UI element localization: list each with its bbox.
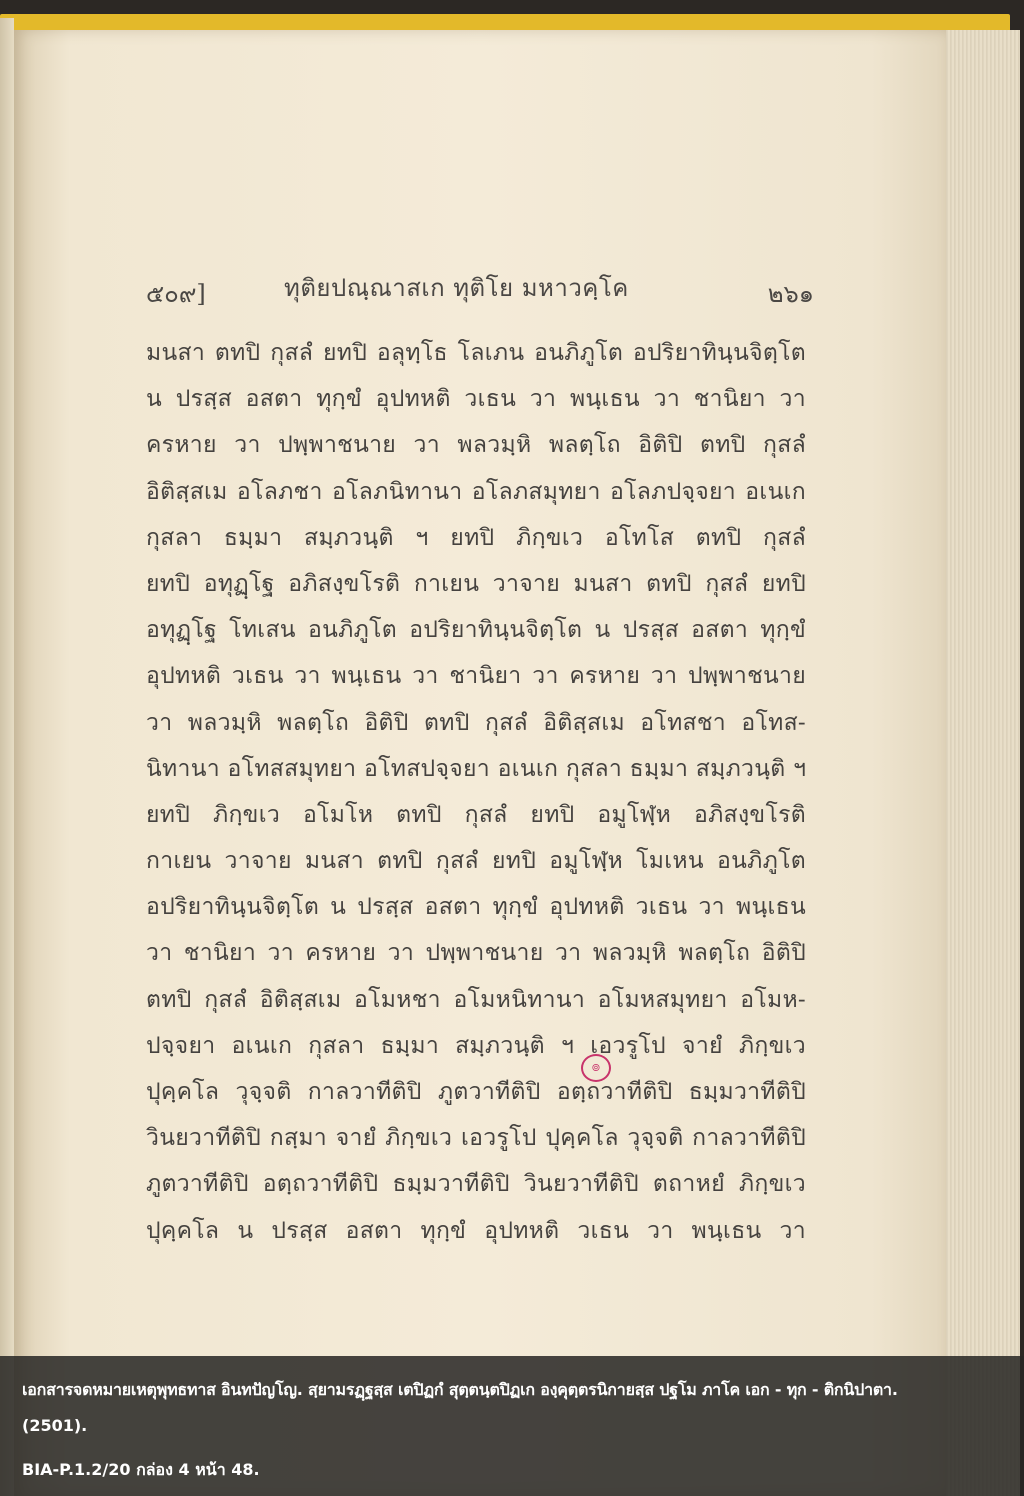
page-edges (940, 30, 1020, 1496)
handwritten-mark: ๏ (581, 1054, 611, 1082)
caption-citation: เอกสารจดหมายเหตุพุทธทาส อินทปัญโญ. สฺยามรฏฺฐสฺส เตปิฏกํ สุตฺตนฺตปิฏเก องฺคุตฺตรนิกายสฺส ปฐโม ภาโค เอก - ทุก - ติกนิปาตา. (22, 1380, 898, 1399)
text-line: อุปทหติ วเธน วา พนฺเธน วา ชานิยา วา ครหาย วา ปพฺพาชนาย (146, 663, 806, 690)
body-text (146, 330, 806, 1254)
text-line: วา ชานิยา วา ครหาย วา ปพฺพาชนาย วา พลวมฺหิ พลตฺโถ อิติปิ (146, 940, 806, 967)
running-head (134, 268, 814, 308)
text-line: วินยวาทีติปิ กสฺมา จายํ ภิกฺขเว เอวรูโป ปุคฺคโล วุจฺจติ กาลวาทีติปิ (146, 1125, 806, 1152)
caption-bar (0, 1356, 1024, 1496)
text-line: ภูตวาทีติปิ อตฺถวาทีติปิ ธมฺมวาทีติปิ วินยวาทีติปิ ตถาหยํ ภิกฺขเว (146, 1171, 806, 1198)
page-number: ๒๖๑ (767, 280, 814, 308)
text-line: กาเยน วาจาย มนสา ตทปิ กุสลํ ยทปิ อมูโฬฺห โมเหน อนภิภูโต (146, 848, 806, 875)
facing-page-edge (0, 18, 14, 1496)
text-line: ยทปิ อทุฏฺโฐ อภิสงฺขโรติ กาเยน วาจาย มนสา ตทปิ กุสลํ ยทปิ (146, 570, 806, 597)
text-line: ปุคฺคโล น ปรสฺส อสตา ทุกฺขํ อุปทหติ วเธน วา พนฺเธน วา (146, 1217, 806, 1244)
text-line: มนสา ตทปิ กุสลํ ยทปิ อลุทฺโธ โลเภน อนภิภูโต อปริยาทินฺนจิตฺโต (146, 340, 806, 366)
text-line: ยทปิ ภิกฺขเว อโมโห ตทปิ กุสลํ ยทปิ อมูโฬฺห อภิสงฺขโรติ (146, 801, 806, 828)
text-line: อปริยาทินฺนจิตฺโต น ปรสฺส อสตา ทุกฺขํ อุปทหติ วเธน วา พนฺเธน (146, 894, 806, 921)
text-line: นิทานา อโทสสมุทยา อโทสปจฺจยา อเนเก กุสลา ธมฺมา สมฺภวนฺติ ฯ (146, 755, 807, 782)
book-page (14, 30, 946, 1496)
text-line: กุสลา ธมฺมา สมฺภวนฺติ ฯ ยทปิ ภิกฺขเว อโทโส ตทปิ กุสลํ (146, 524, 806, 551)
text-line: ปจฺจยา อเนเก กุสลา ธมฺมา สมฺภวนฺติ ฯ เอวรูโป จายํ ภิกฺขเว (146, 1032, 806, 1059)
running-head-title: ทุติยปณฺณาสเก ทุติโย มหาวคฺโค (284, 274, 629, 302)
text-line: อิติสฺสเม อโลภชา อโลภนิทานา อโลภสมุทยา อโลภปจฺจยา อเนเก (146, 478, 806, 505)
text-line: ครหาย วา ปพฺพาชนาย วา พลวมฺหิ พลตฺโถ อิติปิ ตทปิ กุสลํ (146, 432, 806, 459)
text-line: ปุคฺคโล วุจฺจติ กาลวาที‍ติปิ ภูตวาทีติปิ อตฺถวาทีติปิ ธมฺมวาทีติปิ (146, 1079, 806, 1105)
text-line: อทุฏฺโฐ โทเสน อนภิภูโต อปริยาทินฺนจิตฺโต น ปรสฺส อสตา ทุกฺขํ (146, 617, 806, 644)
caption-year: (2501). (22, 1416, 88, 1435)
section-number: ๕๐๙] (146, 280, 206, 308)
text-line: น ปรสฺส อสตา ทุกฺขํ อุปทหติ วเธน วา พนฺเธน วา ชานิยา วา (146, 386, 806, 413)
caption-reference: BIA-P.1.2/20 กล่อง 4 หน้า 48. (22, 1460, 260, 1479)
text-line: ตทปิ กุสลํ อิติสฺสเม อโมหชา อโมหนิทานา อโมหสมุทยา อโมห- (146, 986, 806, 1013)
text-line: วา พลวมฺหิ พลตฺโถ อิติปิ ตทปิ กุสลํ อิติสฺสเม อโทสชา อโทส- (146, 709, 806, 736)
